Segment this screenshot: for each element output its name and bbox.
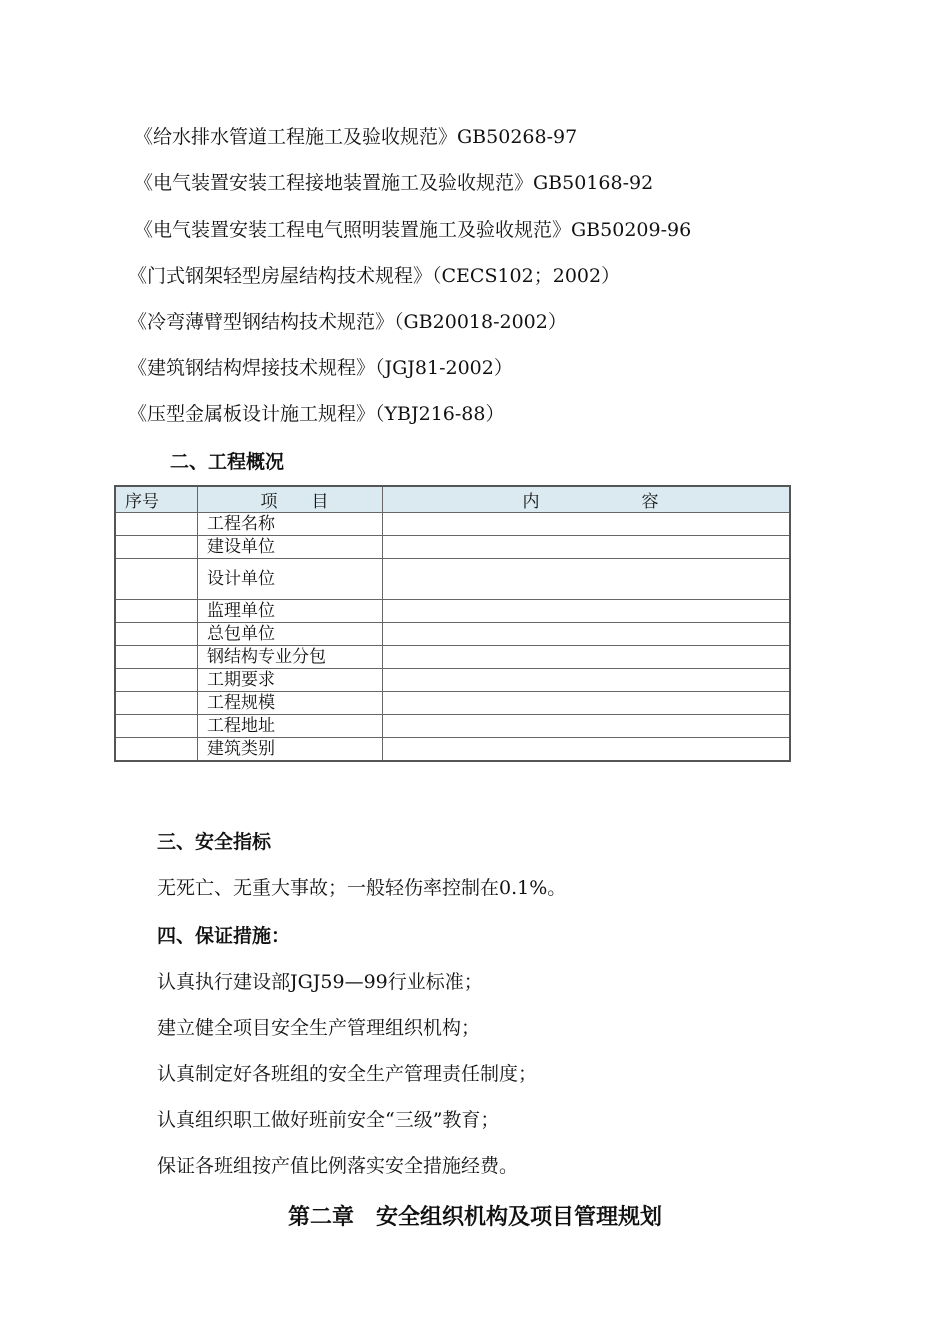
table-cell bbox=[383, 513, 791, 536]
table-cell bbox=[115, 669, 198, 692]
measure-item: 认真制定好各班组的安全生产管理责任制度； bbox=[157, 1063, 538, 1085]
reference-line: 《电气装置安装工程电气照明装置施工及验收规范》GB50209-96 bbox=[134, 219, 692, 241]
table-cell bbox=[115, 513, 198, 536]
table-cell bbox=[115, 600, 198, 623]
reference-line: 《压型金属板设计施工规程》（YBJ216-88） bbox=[128, 403, 505, 425]
table-row bbox=[115, 692, 790, 715]
table-cell bbox=[383, 692, 791, 715]
table-cell bbox=[115, 692, 198, 715]
table-cell: 工程地址 bbox=[198, 715, 383, 738]
reference-line: 《建筑钢结构焊接技术规程》（JGJ81-2002） bbox=[128, 357, 513, 379]
table-cell bbox=[383, 669, 791, 692]
table-cell: 工程名称 bbox=[198, 513, 383, 536]
table-cell bbox=[115, 623, 198, 646]
table-row bbox=[115, 738, 790, 762]
table-cell bbox=[383, 559, 791, 600]
table-row bbox=[115, 513, 790, 536]
table-cell bbox=[383, 738, 791, 762]
table-cell bbox=[115, 536, 198, 559]
table-cell: 工期要求 bbox=[198, 669, 383, 692]
table-cell: 设计单位 bbox=[198, 559, 383, 600]
table-row bbox=[115, 536, 790, 559]
reference-line: 《门式钢架轻型房屋结构技术规程》（CECS102；2002） bbox=[128, 265, 621, 287]
measure-item: 认真执行建设部JGJ59—99行业标准； bbox=[157, 971, 483, 993]
table-row bbox=[115, 559, 790, 600]
reference-line: 《电气装置安装工程接地装置施工及验收规范》GB50168-92 bbox=[134, 172, 654, 194]
reference-line: 《冷弯薄臂型钢结构技术规范》（GB20018-2002） bbox=[128, 311, 567, 333]
table-cell bbox=[115, 646, 198, 669]
table-cell: 工程规模 bbox=[198, 692, 383, 715]
table-header-row bbox=[115, 486, 790, 513]
table-cell bbox=[383, 646, 791, 669]
table-cell: 建筑类别 bbox=[198, 738, 383, 762]
measure-item: 保证各班组按产值比例落实安全措施经费。 bbox=[157, 1155, 519, 1177]
table-cell: 建设单位 bbox=[198, 536, 383, 559]
table-cell bbox=[383, 600, 791, 623]
table-cell: 监理单位 bbox=[198, 600, 383, 623]
table-cell bbox=[115, 738, 198, 762]
section-heading: 三、安全指标 bbox=[157, 831, 272, 853]
table-row bbox=[115, 646, 790, 669]
table-cell bbox=[115, 715, 198, 738]
header-cell: 内 容 bbox=[383, 486, 791, 513]
table-cell: 总包单位 bbox=[198, 623, 383, 646]
project-overview-table bbox=[114, 485, 791, 762]
table-cell bbox=[383, 715, 791, 738]
reference-line: 《给水排水管道工程施工及验收规范》GB50268-97 bbox=[134, 126, 578, 148]
table-cell bbox=[383, 623, 791, 646]
measure-item: 认真组织职工做好班前安全“三级”教育； bbox=[157, 1109, 500, 1131]
table-row bbox=[115, 669, 790, 692]
table-cell: 钢结构专业分包 bbox=[198, 646, 383, 669]
section-heading: 二、工程概况 bbox=[170, 451, 285, 473]
header-cell: 项 目 bbox=[198, 486, 383, 513]
safety-target-text: 无死亡、无重大事故；一般轻伤率控制在0.1%。 bbox=[157, 877, 567, 899]
header-cell: 序号 bbox=[115, 486, 198, 513]
chapter-title: 第二章 安全组织机构及项目管理规划 bbox=[287, 1205, 662, 1230]
table-row bbox=[115, 600, 790, 623]
table-cell bbox=[383, 536, 791, 559]
table-row bbox=[115, 623, 790, 646]
table-cell bbox=[115, 559, 198, 600]
table-row bbox=[115, 715, 790, 738]
section-heading: 四、保证措施： bbox=[157, 925, 291, 947]
measure-item: 建立健全项目安全生产管理组织机构； bbox=[157, 1017, 481, 1039]
